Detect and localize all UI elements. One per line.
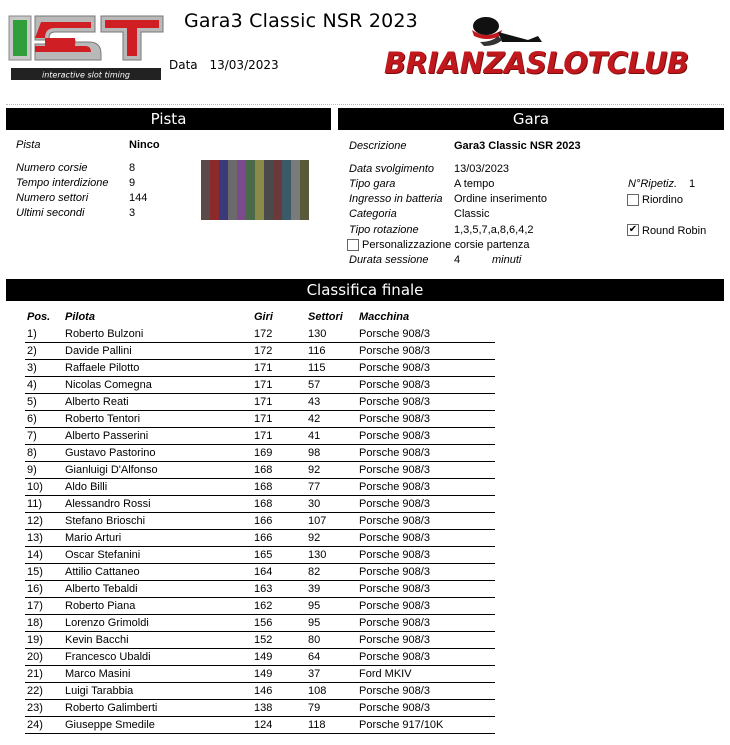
- date-row: [169, 58, 279, 72]
- macchina-cell: Porsche 908/3: [359, 600, 430, 612]
- pilota-cell: Gustavo Pastorino: [65, 447, 156, 459]
- tipo-rotazione-value: 1,3,5,7,a,8,6,4,2: [454, 224, 534, 236]
- settori-cell: 107: [308, 515, 327, 527]
- giri-cell: 162: [254, 600, 273, 612]
- giri-cell: 171: [254, 379, 273, 391]
- table-row: [25, 462, 495, 479]
- pilota-cell: Davide Pallini: [65, 345, 132, 357]
- giri-cell: 171: [254, 396, 273, 408]
- table-row: [25, 649, 495, 666]
- giri-cell: 172: [254, 328, 273, 340]
- ultimi-secondi-label: Ultimi secondi: [16, 207, 85, 219]
- pos-cell: 13): [27, 532, 43, 544]
- settori-cell: 115: [308, 362, 326, 374]
- pos-cell: 17): [27, 600, 43, 612]
- lane-stripe: [219, 160, 228, 220]
- giri-cell: 166: [254, 515, 273, 527]
- table-row: [25, 411, 495, 428]
- macchina-cell: Porsche 908/3: [359, 464, 430, 476]
- durata-sessione-label: Durata sessione: [349, 254, 429, 266]
- pos-cell: 18): [27, 617, 43, 629]
- lane-stripe: [255, 160, 264, 220]
- settori-cell: 130: [308, 549, 327, 561]
- table-row: [25, 683, 495, 700]
- col-header-pos: Pos.: [27, 311, 51, 323]
- settori-cell: 43: [308, 396, 321, 408]
- track-lanes-preview: [201, 160, 309, 220]
- lane-stripe: [282, 160, 291, 220]
- pilota-cell: Alberto Tebaldi: [65, 583, 138, 595]
- lane-stripe: [201, 160, 210, 220]
- table-row: [25, 513, 495, 530]
- pos-cell: 2): [27, 345, 37, 357]
- pilota-cell: Roberto Bulzoni: [65, 328, 144, 340]
- pos-cell: 23): [27, 702, 43, 714]
- settori-cell: 98: [308, 447, 321, 459]
- settori-cell: 95: [308, 600, 321, 612]
- table-row: [25, 581, 495, 598]
- pilota-cell: Giuseppe Smedile: [65, 719, 155, 731]
- table-row: [25, 564, 495, 581]
- pos-cell: 4): [27, 379, 37, 391]
- pos-cell: 9): [27, 464, 37, 476]
- tipo-gara-label: Tipo gara: [349, 178, 396, 190]
- table-row: [25, 530, 495, 547]
- giri-cell: 146: [254, 685, 273, 697]
- table-row: [25, 717, 495, 734]
- pilota-cell: Marco Masini: [65, 668, 131, 680]
- lane-stripe: [210, 160, 219, 220]
- categoria-label: Categoria: [349, 208, 397, 220]
- table-row: [25, 360, 495, 377]
- pilota-cell: Kevin Bacchi: [65, 634, 129, 646]
- giri-cell: 168: [254, 481, 273, 493]
- tipo-rotazione-label: Tipo rotazione: [349, 224, 419, 236]
- macchina-cell: Porsche 908/3: [359, 413, 430, 425]
- riordino-checkbox[interactable]: [627, 194, 639, 206]
- macchina-cell: Porsche 908/3: [359, 651, 430, 663]
- tempo-interdizione-value: 9: [129, 177, 136, 189]
- macchina-cell: Porsche 908/3: [359, 702, 430, 714]
- giri-cell: 164: [254, 566, 273, 578]
- macchina-cell: Porsche 908/3: [359, 430, 430, 442]
- settori-cell: 108: [308, 685, 327, 697]
- data-svolgimento-value: 13/03/2023: [454, 163, 510, 175]
- settori-cell: 57: [308, 379, 321, 391]
- round-robin-checkbox[interactable]: [627, 224, 639, 236]
- club-name: BRIANZASLOTCLUB: [384, 46, 689, 80]
- pos-cell: 22): [27, 685, 43, 697]
- pilota-cell: Alberto Reati: [65, 396, 129, 408]
- giri-cell: 168: [254, 464, 273, 476]
- pilota-cell: Luigi Tarabbia: [65, 685, 134, 697]
- lane-stripe: [246, 160, 255, 220]
- table-row: [25, 598, 495, 615]
- giri-cell: 171: [254, 362, 273, 374]
- pos-cell: 24): [27, 719, 43, 731]
- col-header-pilota: Pilota: [65, 311, 95, 323]
- pilota-cell: Raffaele Pilotto: [65, 362, 140, 374]
- pilota-cell: Gianluigi D'Alfonso: [65, 464, 158, 476]
- table-row: [25, 377, 495, 394]
- settori-cell: 41: [308, 430, 321, 442]
- macchina-cell: Porsche 908/3: [359, 362, 430, 374]
- table-row: [25, 343, 495, 360]
- ist-logo: [5, 8, 167, 88]
- col-header-macchina: Macchina: [359, 311, 410, 323]
- numero-corsie-value: 8: [129, 162, 136, 174]
- macchina-cell: Ford MKIV: [359, 668, 412, 680]
- pos-cell: 21): [27, 668, 43, 680]
- macchina-cell: Porsche 908/3: [359, 583, 430, 595]
- table-row: [25, 632, 495, 649]
- macchina-cell: Porsche 908/3: [359, 379, 430, 391]
- pilota-cell: Roberto Tentori: [65, 413, 141, 425]
- giri-cell: 165: [254, 549, 273, 561]
- settori-cell: 95: [308, 617, 321, 629]
- durata-unit: minuti: [492, 254, 522, 266]
- table-row: [25, 666, 495, 683]
- giri-cell: 172: [254, 345, 273, 357]
- pos-cell: 3): [27, 362, 37, 374]
- col-header-giri: Giri: [254, 311, 273, 323]
- giri-cell: 149: [254, 668, 273, 680]
- settori-cell: 82: [308, 566, 321, 578]
- pilota-cell: Mario Arturi: [65, 532, 122, 544]
- macchina-cell: Porsche 908/3: [359, 549, 430, 561]
- giri-cell: 149: [254, 651, 273, 663]
- giri-cell: 168: [254, 498, 273, 510]
- macchina-cell: Porsche 908/3: [359, 515, 430, 527]
- pos-cell: 6): [27, 413, 37, 425]
- giri-cell: 124: [254, 719, 273, 731]
- table-row: [25, 615, 495, 632]
- date-value: 13/03/2023: [209, 58, 279, 72]
- macchina-cell: Porsche 908/3: [359, 328, 430, 340]
- table-row: [25, 326, 495, 343]
- descrizione-value: Gara3 Classic NSR 2023: [454, 140, 581, 152]
- personalizzazione-label: Personalizzazione corsie partenza: [362, 239, 530, 251]
- macchina-cell: Porsche 908/3: [359, 447, 430, 459]
- settori-cell: 92: [308, 464, 321, 476]
- macchina-cell: Porsche 908/3: [359, 481, 430, 493]
- macchina-cell: Porsche 908/3: [359, 617, 430, 629]
- personalizzazione-checkbox[interactable]: [347, 239, 359, 251]
- settori-cell: 39: [308, 583, 321, 595]
- numero-settori-label: Numero settori: [16, 192, 89, 204]
- settori-cell: 92: [308, 532, 321, 544]
- pos-cell: 1): [27, 328, 37, 340]
- giri-cell: 163: [254, 583, 273, 595]
- settori-cell: 37: [308, 668, 321, 680]
- settori-cell: 79: [308, 702, 321, 714]
- pilota-cell: Stefano Brioschi: [65, 515, 146, 527]
- macchina-cell: Porsche 908/3: [359, 498, 430, 510]
- pista-section-title: Pista: [6, 108, 331, 130]
- pilota-cell: Roberto Galimberti: [65, 702, 158, 714]
- pilota-cell: Francesco Ubaldi: [65, 651, 151, 663]
- settori-cell: 64: [308, 651, 321, 663]
- pilota-cell: Oscar Stefanini: [65, 549, 141, 561]
- giri-cell: 156: [254, 617, 273, 629]
- tipo-gara-value: A tempo: [454, 178, 495, 190]
- table-row: [25, 479, 495, 496]
- page-title: Gara3 Classic NSR 2023: [184, 10, 418, 32]
- tempo-interdizione-label: Tempo interdizione: [16, 177, 109, 189]
- ripetizioni-label: N°Ripetiz.: [628, 178, 678, 190]
- pilota-cell: Roberto Piana: [65, 600, 136, 612]
- pista-label: Pista: [16, 139, 41, 151]
- pos-cell: 16): [27, 583, 43, 595]
- table-row: [25, 547, 495, 564]
- classifica-section-title: Classifica finale: [6, 279, 724, 301]
- col-header-settori: Settori: [308, 311, 343, 323]
- settori-cell: 77: [308, 481, 321, 493]
- table-row: [25, 496, 495, 513]
- pilota-cell: Nicolas Comegna: [65, 379, 152, 391]
- lane-stripe: [264, 160, 273, 220]
- descrizione-label: Descrizione: [349, 140, 407, 152]
- macchina-cell: Porsche 908/3: [359, 345, 430, 357]
- giri-cell: 166: [254, 532, 273, 544]
- macchina-cell: Porsche 917/10K: [359, 719, 444, 731]
- pilota-cell: Alessandro Rossi: [65, 498, 151, 510]
- gara-section-title: Gara: [338, 108, 724, 130]
- giri-cell: 138: [254, 702, 273, 714]
- divider: [6, 104, 724, 105]
- ingresso-batteria-label: Ingresso in batteria: [349, 193, 443, 205]
- pos-cell: 11): [27, 498, 43, 510]
- riordino-label: Riordino: [642, 194, 683, 206]
- numero-settori-value: 144: [129, 192, 148, 204]
- ripetizioni-value: 1: [689, 178, 696, 190]
- macchina-cell: Porsche 908/3: [359, 634, 430, 646]
- pilota-cell: Aldo Billi: [65, 481, 108, 493]
- lane-stripe: [291, 160, 300, 220]
- pista-value: Ninco: [129, 139, 160, 151]
- giri-cell: 169: [254, 447, 273, 459]
- pilota-cell: Attilio Cattaneo: [65, 566, 140, 578]
- pos-cell: 19): [27, 634, 43, 646]
- giri-cell: 152: [254, 634, 273, 646]
- ultimi-secondi-value: 3: [129, 207, 136, 219]
- logo-tagline: interactive slot timing: [42, 70, 130, 80]
- pos-cell: 20): [27, 651, 43, 663]
- settori-cell: 80: [308, 634, 321, 646]
- pos-cell: 7): [27, 430, 37, 442]
- data-svolgimento-label: Data svolgimento: [349, 163, 434, 175]
- round-robin-label: Round Robin: [642, 225, 707, 237]
- table-row: [25, 428, 495, 445]
- numero-corsie-label: Numero corsie: [16, 162, 88, 174]
- lane-stripe: [273, 160, 282, 220]
- categoria-value: Classic: [454, 208, 490, 220]
- lane-stripe: [237, 160, 246, 220]
- pilota-cell: Alberto Passerini: [65, 430, 149, 442]
- pos-cell: 8): [27, 447, 37, 459]
- pos-cell: 12): [27, 515, 43, 527]
- ingresso-batteria-value: Ordine inserimento: [454, 193, 547, 205]
- settori-cell: 118: [308, 719, 326, 731]
- macchina-cell: Porsche 908/3: [359, 396, 430, 408]
- date-label: Data: [169, 58, 198, 72]
- pilota-cell: Lorenzo Grimoldi: [65, 617, 149, 629]
- settori-cell: 116: [308, 345, 326, 357]
- settori-cell: 30: [308, 498, 321, 510]
- table-row: [25, 700, 495, 717]
- macchina-cell: Porsche 908/3: [359, 685, 430, 697]
- table-row: [25, 394, 495, 411]
- macchina-cell: Porsche 908/3: [359, 566, 430, 578]
- pos-cell: 10): [27, 481, 43, 493]
- pos-cell: 14): [27, 549, 43, 561]
- giri-cell: 171: [254, 413, 273, 425]
- pos-cell: 5): [27, 396, 37, 408]
- macchina-cell: Porsche 908/3: [359, 532, 430, 544]
- settori-cell: 130: [308, 328, 327, 340]
- lane-stripe: [300, 160, 309, 220]
- pos-cell: 15): [27, 566, 43, 578]
- lane-stripe: [228, 160, 237, 220]
- settori-cell: 42: [308, 413, 321, 425]
- giri-cell: 171: [254, 430, 273, 442]
- table-row: [25, 445, 495, 462]
- durata-sessione-value: 4: [454, 254, 461, 266]
